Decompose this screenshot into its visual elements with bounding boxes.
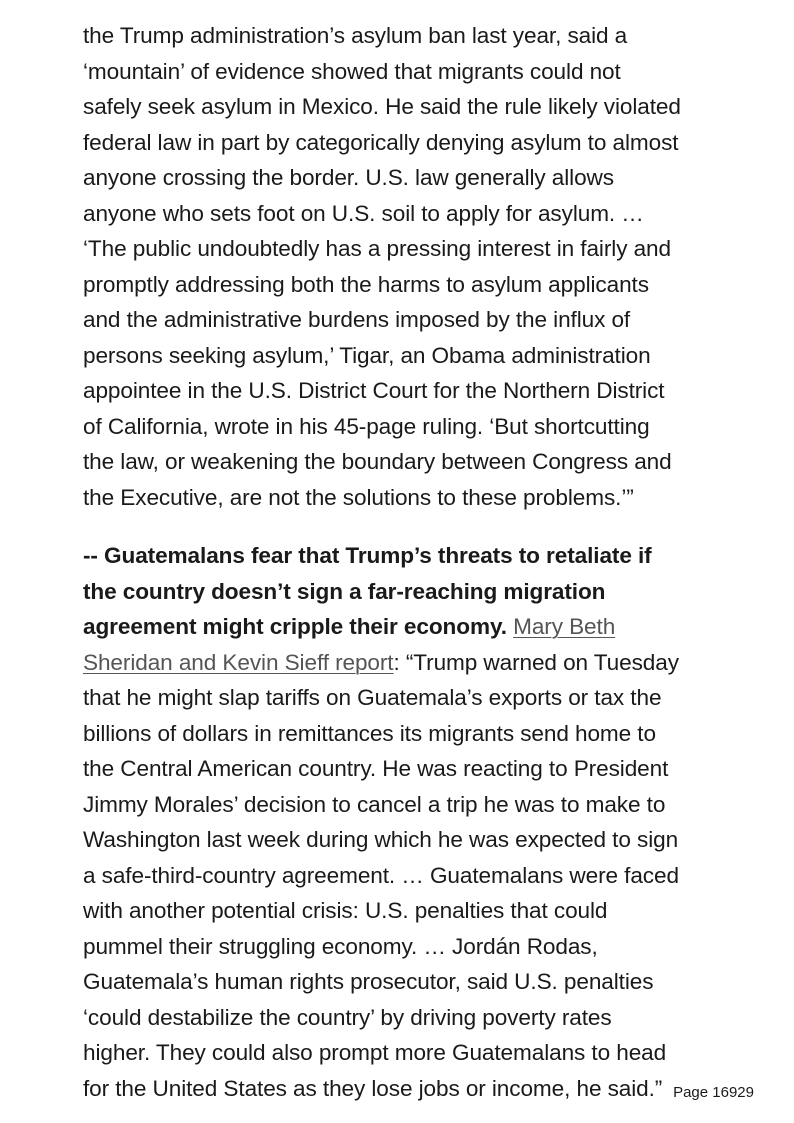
article-content: [83, 18, 728, 1106]
text-line: Guatemala’s human rights prosecutor, said U.S. penalties: [83, 969, 654, 994]
text-line: anyone who sets foot on U.S. soil to apply for asylum. …: [83, 200, 644, 226]
report-link-part-1[interactable]: Mary Beth: [513, 614, 616, 639]
headline-line: agreement might cripple their economy.: [83, 614, 507, 639]
text-line: the Trump administration’s asylum ban last year, said a: [83, 23, 628, 48]
text-line: anyone crossing the border. U.S. law generally allows: [83, 165, 614, 190]
paragraph-asylum-ruling: [83, 18, 728, 515]
text-line: higher. They could also prompt more Guatemalans to head: [83, 1040, 667, 1065]
text-line: appointee in the U.S. District Court for the Northern District: [83, 378, 665, 403]
paragraph-spacer: [83, 515, 728, 538]
report-link-part-2[interactable]: Sheridan and Kevin Sieff report: [83, 649, 394, 675]
text-line: persons seeking asylum,’ Tigar, an Obama administration: [83, 342, 651, 368]
headline-link-line: [83, 609, 728, 645]
text-line: federal law in part by categorically denying asylum to almost: [83, 129, 679, 155]
text-line: promptly addressing both the harms to asylum applicants: [83, 271, 649, 297]
text-line: Jimmy Morales’ decision to cancel a trip he was to make to: [83, 791, 666, 817]
text-line: a safe-third-country agreement. … Guatemalans were faced: [83, 862, 679, 888]
text-line: pummel their struggling economy. … Jordán Rodas,: [83, 933, 598, 959]
headline-line: the country doesn’t sign a far-reaching migration: [83, 578, 606, 604]
text-line: of California, wrote in his 45-page ruling. ‘But shortcutting: [83, 413, 650, 439]
text-line: the Central American country. He was reacting to President: [83, 756, 669, 781]
text-line: the Executive, are not the solutions to these problems.’”: [83, 484, 634, 510]
text-line: and the administrative burdens imposed by the influx of: [83, 307, 631, 332]
page-number: Page 16929: [673, 1084, 754, 1101]
text-line: safely seek asylum in Mexico. He said the rule likely violated: [83, 94, 681, 119]
headline-line: -- Guatemalans fear that Trump’s threats to retaliate if: [83, 543, 652, 568]
text-line: for the United States as they lose jobs or income, he said.”: [83, 1075, 663, 1101]
text-line: the law, or weakening the boundary between Congress and: [83, 449, 672, 474]
text-line: ‘could destabilize the country’ by driving poverty rates: [83, 1004, 612, 1030]
text-line: that he might slap tariffs on Guatemala’s exports or tax the: [83, 685, 662, 710]
text-line: ‘The public undoubtedly has a pressing interest in fairly and: [83, 236, 671, 261]
text-after-link: : “Trump warned on Tuesday: [393, 649, 679, 675]
text-line: ‘mountain’ of evidence showed that migrants could not: [83, 58, 621, 84]
paragraph-guatemala: [83, 538, 728, 1106]
text-line: Washington last week during which he was expected to sign: [83, 827, 679, 852]
text-line: with another potential crisis: U.S. penalties that could: [83, 898, 608, 923]
link-continuation-line: [83, 645, 728, 681]
text-line: billions of dollars in remittances its migrants send home to: [83, 720, 656, 746]
